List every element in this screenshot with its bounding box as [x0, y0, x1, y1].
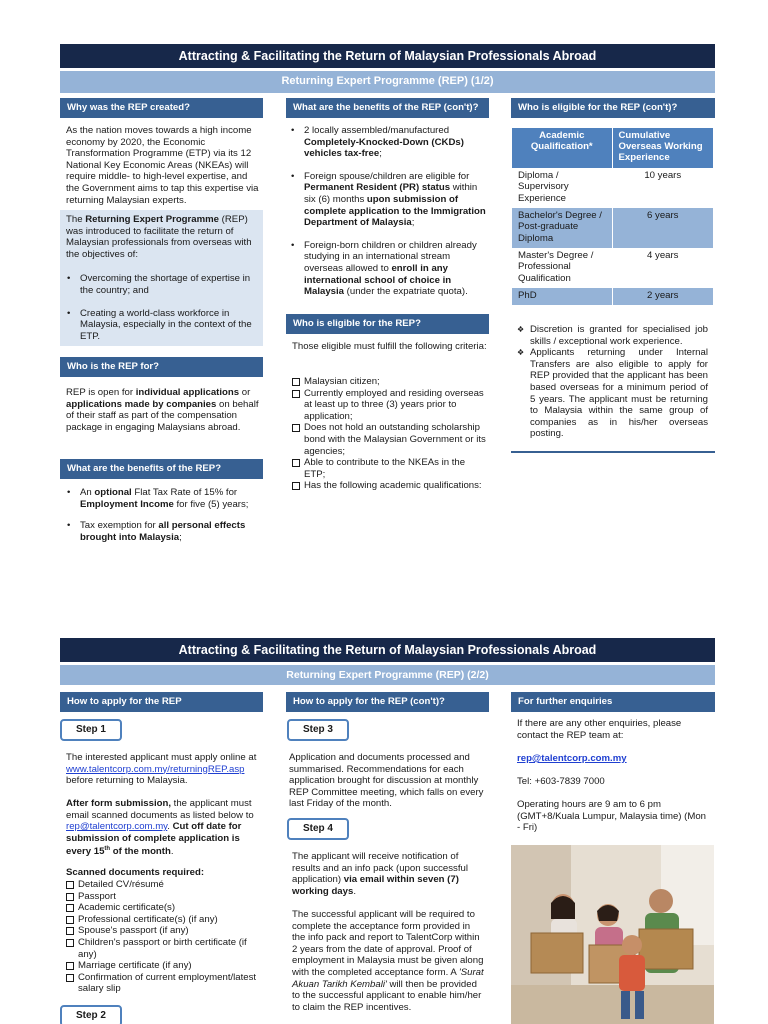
- table-head-experience: Cumulative Overseas Working Experience: [612, 128, 714, 168]
- qualification-table-wrap: [512, 128, 714, 305]
- documents-heading: Scanned documents required:: [66, 867, 205, 878]
- page1-subtitle: Returning Expert Programme (REP) (1/2): [60, 71, 715, 93]
- who-rep-for-heading: Who is the REP for?: [60, 357, 263, 377]
- benefits-heading: What are the benefits of the REP?: [60, 459, 263, 479]
- page1-title: Attracting & Facilitating the Return of Malaysian Professionals Abroad: [60, 44, 715, 68]
- benefits-list: [66, 487, 261, 543]
- step-2-badge: Step 2: [60, 1005, 122, 1024]
- document-item: Detailed CV/résumé: [66, 879, 262, 891]
- step-1-submission-text: After form submission, the applicant must email scanned documents as listed below to rep@talentcorp.com.my. Cut off date for submission of complete application is every 15th of the month.: [66, 798, 254, 858]
- table-cell-years: 2 years: [612, 288, 714, 305]
- table-cell-qual: Diploma / Supervisory Experience: [512, 168, 612, 208]
- rep-intro-box: [60, 210, 263, 346]
- step-1-badge: Step 1: [60, 719, 122, 741]
- step-3-badge: Step 3: [287, 719, 349, 741]
- documents-list: [66, 879, 262, 995]
- objective-item: • Creating a world-class workforce in Malaysia, especially in the context of the ETP.: [66, 308, 257, 343]
- enquiries-tel: Tel: +603-7839 7000: [517, 776, 605, 787]
- document-item: Passport: [66, 891, 262, 903]
- table-row: [512, 208, 714, 248]
- rep-email-link[interactable]: rep@talentcorp.com.my: [66, 821, 168, 833]
- why-rep-heading: Why was the REP created?: [60, 98, 263, 118]
- why-rep-text: As the nation moves towards a high income economy by 2020, the Economic Transformation Programme (ETP) via its 12 National Key Economic Areas (NKEAs) will require middle- to high-level expertise, and the Government aims to tap this expertise via returning Malaysian experts.: [66, 125, 259, 206]
- table-cell-qual: PhD: [512, 288, 612, 305]
- how-to-apply-cont-heading: How to apply for the REP (con't)?: [286, 692, 489, 712]
- who-rep-for-text: REP is open for individual applications or applications made by companies on behalf of their staff as part of the compensation package in engaging Malaysians abroad.: [66, 387, 259, 433]
- page2-subtitle: Returning Expert Programme (REP) (2/2): [60, 665, 715, 685]
- eligibility-notes: [517, 324, 708, 440]
- eligible-cont-heading: Who is eligible for the REP (con't)?: [511, 98, 715, 118]
- apply-online-link[interactable]: www.talentcorp.com.my/returningREP.asp: [66, 763, 245, 775]
- qualification-table: [512, 128, 714, 305]
- table-cell-qual: Master's Degree / Professional Qualification: [512, 248, 612, 288]
- enquiries-email-link[interactable]: rep@talentcorp.com.my: [517, 753, 627, 764]
- how-to-apply-heading: How to apply for the REP: [60, 692, 263, 712]
- table-row: [512, 288, 714, 305]
- benefit-cont-item: • Foreign-born children or children already studying in an international stream overseas allowed to enroll in any international school of choice in Malaysia (under the expatriate quota).: [290, 240, 487, 298]
- page2-title: Attracting & Facilitating the Return of Malaysian Professionals Abroad: [60, 638, 715, 662]
- operating-hours: Operating hours are 9 am to 6 pm (GMT+8/Kuala Lumpur, Malaysia time) (Mon - Fri): [517, 799, 707, 834]
- benefit-item: • An optional Flat Tax Rate of 15% for Employment Income for five (5) years;: [66, 487, 261, 510]
- family-moving-illustration: [511, 845, 714, 1024]
- criteria-list: [292, 376, 487, 492]
- document-item: Confirmation of current employment/latest salary slip: [66, 972, 262, 995]
- criteria-item: Malaysian citizen;: [292, 376, 487, 388]
- table-row: [512, 248, 714, 288]
- table-cell-years: 4 years: [612, 248, 714, 288]
- rep-intro-text: The Returning Expert Programme (REP) was introduced to facilitate the return of Malaysian professionals from overseas with the objectives of:: [66, 214, 252, 260]
- eligible-heading: Who is eligible for the REP?: [286, 314, 489, 334]
- benefit-cont-item: • Foreign spouse/children are eligible for Permanent Resident (PR) status within six (6) months upon submission of complete application to the Immigration Department of Malaysia;: [290, 171, 487, 229]
- step-1-text: The interested applicant must apply online at www.talentcorp.com.my/returningREP.asp before returning to Malaysia.: [66, 752, 257, 787]
- step-3-text: Application and documents processed and summarised. Recommendations for each application brought for discussion at monthly REP Committee meeting, which falls on every last Friday of the month.: [289, 752, 484, 810]
- benefit-item: • Tax exemption for all personal effects brought into Malaysia;: [66, 520, 261, 543]
- column-bottom-rule: [511, 451, 715, 453]
- criteria-item: Able to contribute to the NKEAs in the ETP;: [292, 457, 487, 480]
- benefits-cont-list: [290, 125, 487, 298]
- step-4-acceptance-text: The successful applicant will be required to complete the acceptance form provided in the info pack and report to TalentCorp within 2 years from the date of approval. Proof of employment in Malaysia must be given along with the completed acceptance form. A 'Surat Akuan Tarikh Kembali' will then be provided to the successful applicant to enable him/her to claim the REP incentives.: [292, 909, 484, 1013]
- criteria-item: Currently employed and residing overseas at least up to three (3) years prior to application;: [292, 388, 487, 423]
- enquiries-heading: For further enquiries: [511, 692, 715, 712]
- objectives-list: [66, 273, 257, 342]
- table-head-qualification: Academic Qualification*: [512, 128, 612, 168]
- enquiries-intro: If there are any other enquiries, please contact the REP team at:: [517, 718, 682, 741]
- eligible-intro: Those eligible must fulfill the following criteria:: [292, 341, 487, 352]
- note-item: ❖ Discretion is granted for specialised job skills / exceptional work experience.: [517, 324, 708, 347]
- enquiries-email: [517, 753, 709, 765]
- criteria-item: Does not hold an outstanding scholarship bond with the Malaysian Government or its agencies;: [292, 422, 487, 457]
- benefits-cont-heading: What are the benefits of the REP (con't)?: [286, 98, 489, 118]
- document-item: Marriage certificate (if any): [66, 960, 262, 972]
- objective-item: • Overcoming the shortage of expertise in the country; and: [66, 273, 257, 296]
- document-item: Children's passport or birth certificate (if any): [66, 937, 262, 960]
- document-item: Spouse's passport (if any): [66, 925, 262, 937]
- family-moving-photo: [511, 845, 714, 1024]
- table-cell-years: 6 years: [612, 208, 714, 248]
- table-cell-years: 10 years: [612, 168, 714, 208]
- document-item: Professional certificate(s) (if any): [66, 914, 262, 926]
- criteria-item: Has the following academic qualifications:: [292, 480, 487, 492]
- table-row: [512, 168, 714, 208]
- step-4-text: The applicant will receive notification of results and an info pack (upon successful application) via email within seven (7) working days.: [292, 851, 468, 897]
- step-4-badge: Step 4: [287, 818, 349, 840]
- document-item: Academic certificate(s): [66, 902, 262, 914]
- table-cell-qual: Bachelor's Degree / Post-graduate Diploma: [512, 208, 612, 248]
- note-item: ❖ Applicants returning under Internal Transfers are also eligible to apply for REP provided that the applicant has been based overseas for a minimum period of 5 years. The applicant must be returning to Malaysia within the same group of companies as in his/her overseas posting.: [517, 347, 708, 440]
- benefit-cont-item: • 2 locally assembled/manufactured Completely-Knocked-Down (CKDs) vehicles tax-free;: [290, 125, 487, 160]
